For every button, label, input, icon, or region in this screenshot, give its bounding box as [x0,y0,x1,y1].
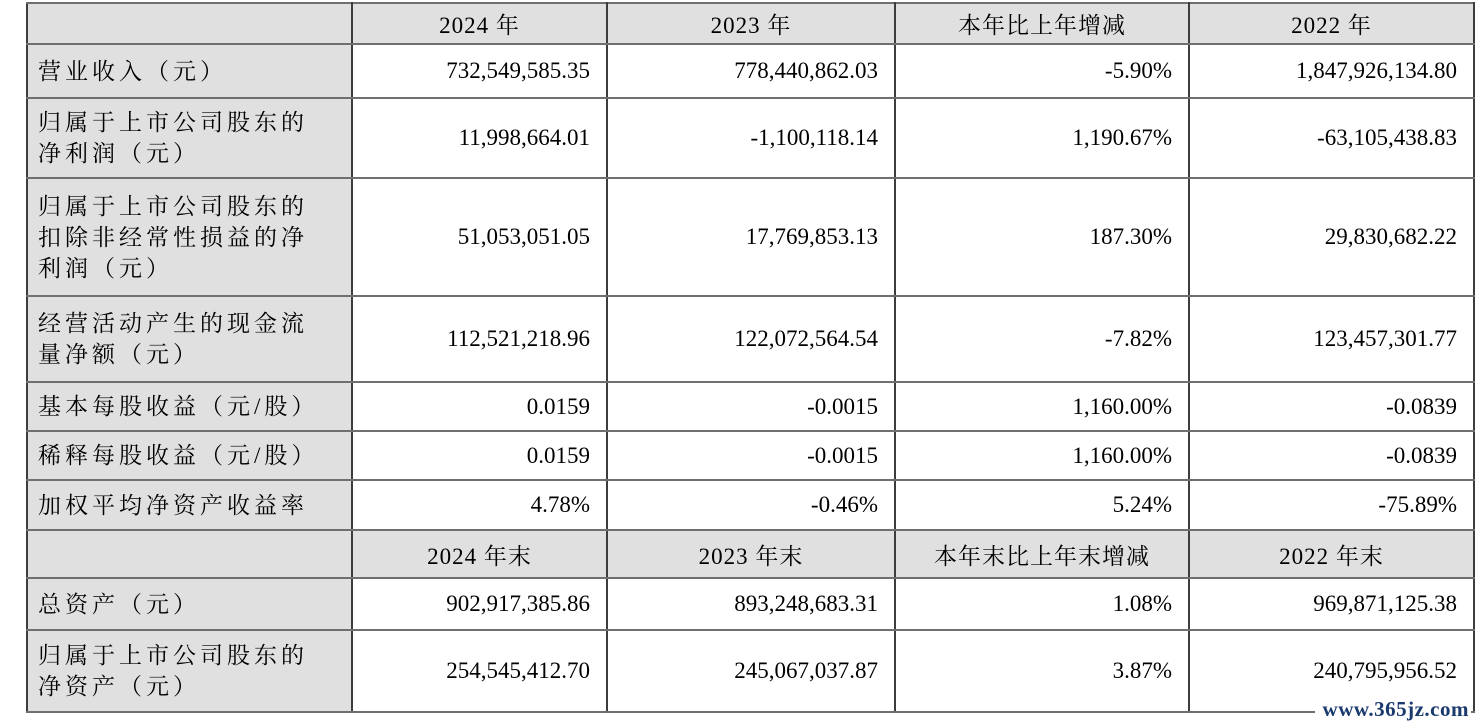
value-cell: 0.0159 [352,431,607,480]
value-cell: 1,160.00% [895,431,1189,480]
value-cell: 732,549,585.35 [352,44,607,98]
financial-summary-table [26,2,1475,713]
table-row-net-profit [27,98,1474,178]
value-cell: 902,917,385.86 [352,578,607,630]
column-header-2023-end: 2023 年末 [607,530,895,578]
column-header-end-yoy-change: 本年末比上年末增减 [895,530,1189,578]
value-cell: -0.46% [607,480,895,530]
table-row-net-assets [27,630,1474,712]
value-cell: 1,847,926,134.80 [1189,44,1474,98]
value-cell: 1.08% [895,578,1189,630]
table-row-net-profit-excl-nonrecurring [27,178,1474,296]
column-header-yoy-change: 本年比上年增减 [895,3,1189,44]
row-label: 归属于上市公司股东的净资产（元） [27,630,352,712]
endpoint-header-row [27,530,1474,578]
value-cell: -63,105,438.83 [1189,98,1474,178]
table-row-diluted-eps [27,431,1474,480]
column-header-2022: 2022 年 [1189,3,1474,44]
row-label: 加权平均净资产收益率 [27,480,352,530]
table-row-operating-revenue [27,44,1474,98]
value-cell: 123,457,301.77 [1189,296,1474,382]
period-header-row [27,3,1474,44]
column-header-2024-end: 2024 年末 [352,530,607,578]
value-cell: 17,769,853.13 [607,178,895,296]
value-cell: 893,248,683.31 [607,578,895,630]
value-cell: -75.89% [1189,480,1474,530]
column-header-2022-end: 2022 年末 [1189,530,1474,578]
value-cell: 4.78% [352,480,607,530]
value-cell: 254,545,412.70 [352,630,607,712]
row-label: 营业收入（元） [27,44,352,98]
value-cell: 3.87% [895,630,1189,712]
corner-cell [27,530,352,578]
corner-cell [27,3,352,44]
value-cell: 240,795,956.52 [1189,630,1474,712]
value-cell: -0.0015 [607,431,895,480]
table-row-total-assets [27,578,1474,630]
table-row-weighted-avg-roe [27,480,1474,530]
value-cell: -0.0015 [607,382,895,431]
row-label: 归属于上市公司股东的净利润（元） [27,98,352,178]
row-label: 总资产（元） [27,578,352,630]
value-cell: 1,160.00% [895,382,1189,431]
table-row-basic-eps [27,382,1474,431]
row-label: 归属于上市公司股东的扣除非经常性损益的净利润（元） [27,178,352,296]
value-cell: 0.0159 [352,382,607,431]
value-cell: -1,100,118.14 [607,98,895,178]
value-cell: 29,830,682.22 [1189,178,1474,296]
value-cell: 122,072,564.54 [607,296,895,382]
value-cell: 112,521,218.96 [352,296,607,382]
row-label: 基本每股收益（元/股） [27,382,352,431]
value-cell: 245,067,037.87 [607,630,895,712]
row-label: 稀释每股收益（元/股） [27,431,352,480]
value-cell: 778,440,862.03 [607,44,895,98]
value-cell: -0.0839 [1189,431,1474,480]
site-watermark: www.365jz.com [1315,696,1471,723]
value-cell: 51,053,051.05 [352,178,607,296]
column-header-2024: 2024 年 [352,3,607,44]
value-cell: 187.30% [895,178,1189,296]
row-label: 经营活动产生的现金流量净额（元） [27,296,352,382]
value-cell: -5.90% [895,44,1189,98]
value-cell: -7.82% [895,296,1189,382]
value-cell: 1,190.67% [895,98,1189,178]
table-row-operating-cash-flow [27,296,1474,382]
value-cell: 5.24% [895,480,1189,530]
column-header-2023: 2023 年 [607,3,895,44]
value-cell: 969,871,125.38 [1189,578,1474,630]
value-cell: 11,998,664.01 [352,98,607,178]
value-cell: -0.0839 [1189,382,1474,431]
